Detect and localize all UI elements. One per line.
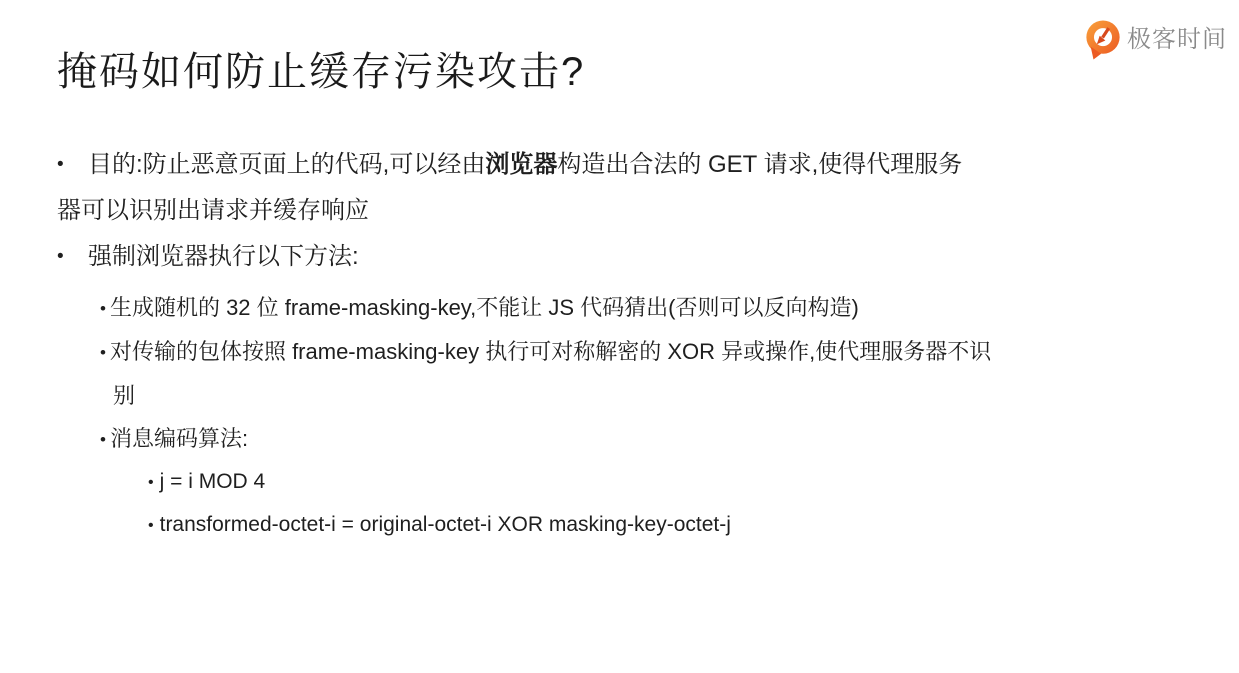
sub-bullet-xor	[57, 330, 1143, 417]
sub-bullet-text: 生成随机的 32 位 frame-masking-key,不能让 JS 代码猜出(否则可以反向构造)	[109, 295, 859, 320]
purpose-text-bold: 浏览器	[485, 151, 558, 178]
sub-bullet-text: 对传输的包体按照 frame-masking-key 执行可对称解密的 XOR 异或操作,使代理服务器不识	[109, 339, 992, 364]
sub-sub-bullet-text: transformed-octet-i = original-octet-i XOR masking-key-octet-j	[159, 513, 731, 536]
sub-bullet-encoding	[57, 417, 1143, 461]
methods-text: 强制浏览器执行以下方法:	[88, 243, 359, 270]
sub-bullet-list	[57, 286, 1143, 547]
page-title: 掩码如何防止缓存污染攻击?	[57, 50, 586, 94]
bullet-dot-icon: •	[57, 154, 64, 175]
purpose-text-2: 构造出合法的 GET 请求,使得代理服务	[557, 151, 963, 178]
bullet-dot-icon: •	[148, 474, 154, 491]
bullet-dot-icon: •	[100, 299, 106, 318]
bullet-dot-icon: •	[100, 343, 106, 362]
geektime-logo-text: 极客时间	[1127, 26, 1227, 53]
bullet-dot-icon: •	[148, 517, 154, 534]
bullet-item-purpose	[57, 142, 1143, 234]
slide-body	[57, 142, 1143, 547]
bullet-dot-icon: •	[57, 246, 64, 267]
bullet-dot-icon: •	[100, 430, 106, 449]
geektime-logo	[1084, 19, 1227, 60]
sub-bullet-text: 消息编码算法:	[109, 426, 249, 451]
purpose-text-3: 器可以识别出请求并缓存响应	[57, 197, 369, 224]
sub-sub-bullet-text: j = i MOD 4	[159, 470, 266, 493]
sub-bullet-masking-key	[57, 286, 1143, 330]
purpose-text-1: 目的:防止恶意页面上的代码,可以经由	[88, 151, 486, 178]
sub-bullet-text-cont: 别	[113, 383, 136, 408]
sub-sub-bullet-mod	[57, 461, 1143, 504]
geektime-logo-icon	[1084, 19, 1122, 60]
bullet-item-methods	[57, 234, 1143, 280]
sub-sub-bullet-transform	[57, 504, 1143, 547]
